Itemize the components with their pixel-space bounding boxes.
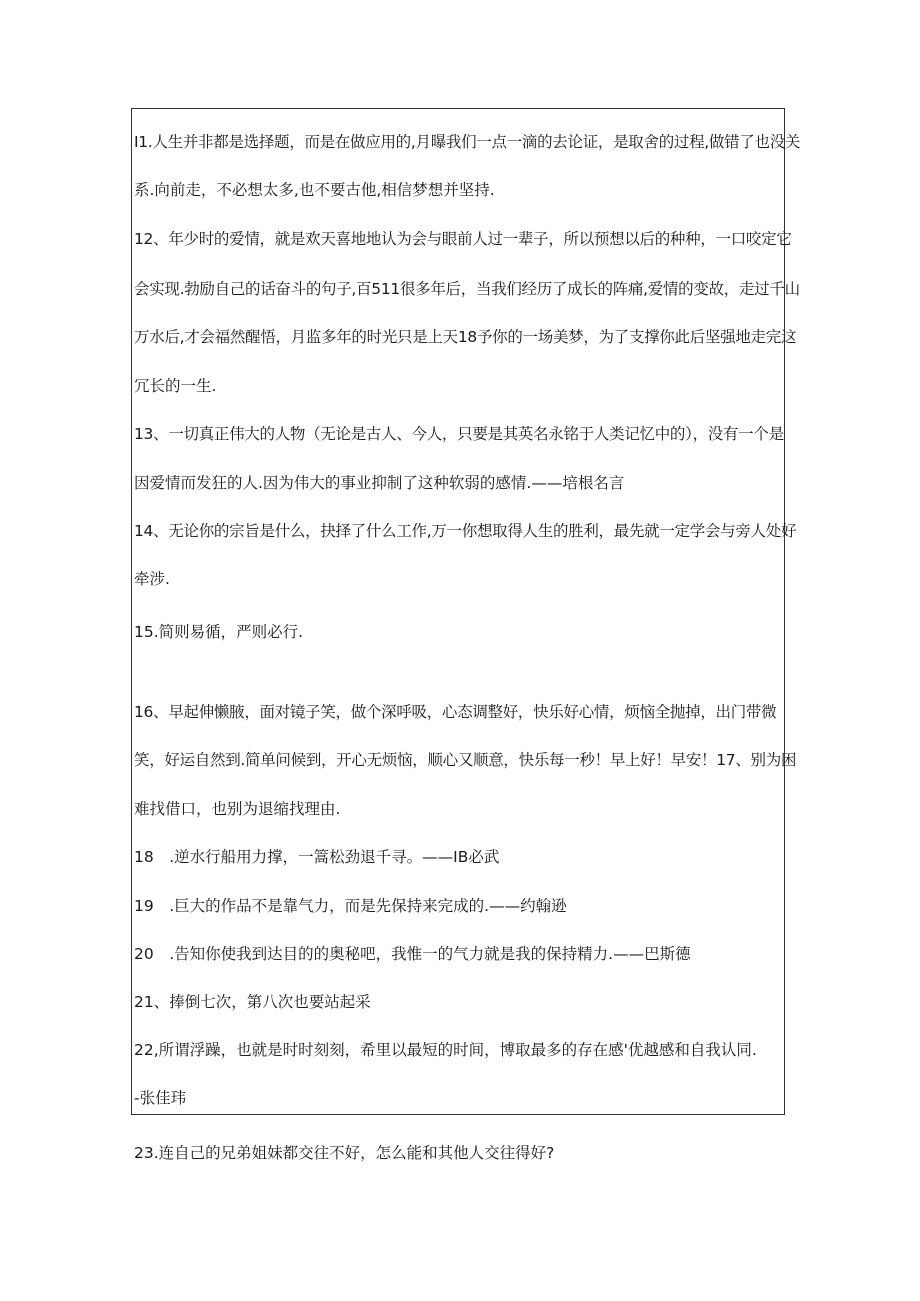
text-line: 13、一切真正伟大的人物（无论是古人、今人，只要是其英名永铭于人类记忆中的），没有一个是 <box>134 425 784 443</box>
text-line: 系.向前走，不必想太多,也不要古他,相信梦想并坚持. <box>134 181 495 199</box>
text-line: 18 .逆水行船用力撑，一篙松劲退千寻。——IB必武 <box>134 848 500 866</box>
text-line: 22,所谓浮躁，也就是时时刻刻，希里以最短的时间，博取最多的存在感'优越感和自我认同. <box>134 1041 757 1059</box>
text-line: I1.人生并非都是选择题，而是在做应用的,月曝我们一点一滴的去论证，是取舍的过程,做错了也没关 <box>134 133 801 151</box>
text-line: 12、年少时的爱情，就是欢天喜地地认为会与眼前人过一辈子，所以预想以后的种种，一口咬定它 <box>134 230 792 248</box>
text-line: 万水后,才会福然醒悟，月监多年的时光只是上天18予你的一场美梦，为了支撑你此后坚强地走完这 <box>134 328 797 346</box>
text-line: 19 .巨大的作品不是靠气力，而是先保持来完成的.——约翰逊 <box>134 897 567 915</box>
text-line: 14、无论你的宗旨是什么，抉择了什么工作,万一你想取得人生的胜利，最先就一定学会与旁人处好 <box>134 522 797 540</box>
text-line: 会实现.勃励自己的话奋斗的句子,百511很多年后，当我们经历了成长的阵痛,爱情的变故，走过千山 <box>134 280 800 298</box>
text-line: 16、早起伸懒腋，面对镜子笑，做个深呼吸，心态调整好，快乐好心情，烦恼全抛掉，出门带微 <box>134 703 777 721</box>
text-line: -张佳玮 <box>134 1089 187 1107</box>
text-line-outside: 23.连自己的兄弟姐妹都交往不好，怎么能和其他人交往得好? <box>134 1144 555 1162</box>
text-line: 难找借口，也别为退缩找理由. <box>134 800 341 818</box>
text-line: 因爱情而发狂的人.因为伟大的事业抑制了这种软弱的感情.——培根名言 <box>134 474 625 492</box>
text-line: 笑，好运自然到.简单问候到，开心无烦恼，顺心又顺意，快乐每一秒！早上好！早安！17、别为困 <box>134 751 797 769</box>
text-line: 牵涉. <box>134 570 170 588</box>
text-line: 20 .告知你使我到达目的的奥秘吧，我惟一的气力就是我的保持精力.——巴斯德 <box>134 945 691 963</box>
text-line: 15.简则易循，严则必行. <box>134 623 304 641</box>
text-line: 21、捧倒七次，第八次也要站起采 <box>134 993 371 1011</box>
text-line: 冗长的一生. <box>134 377 217 395</box>
